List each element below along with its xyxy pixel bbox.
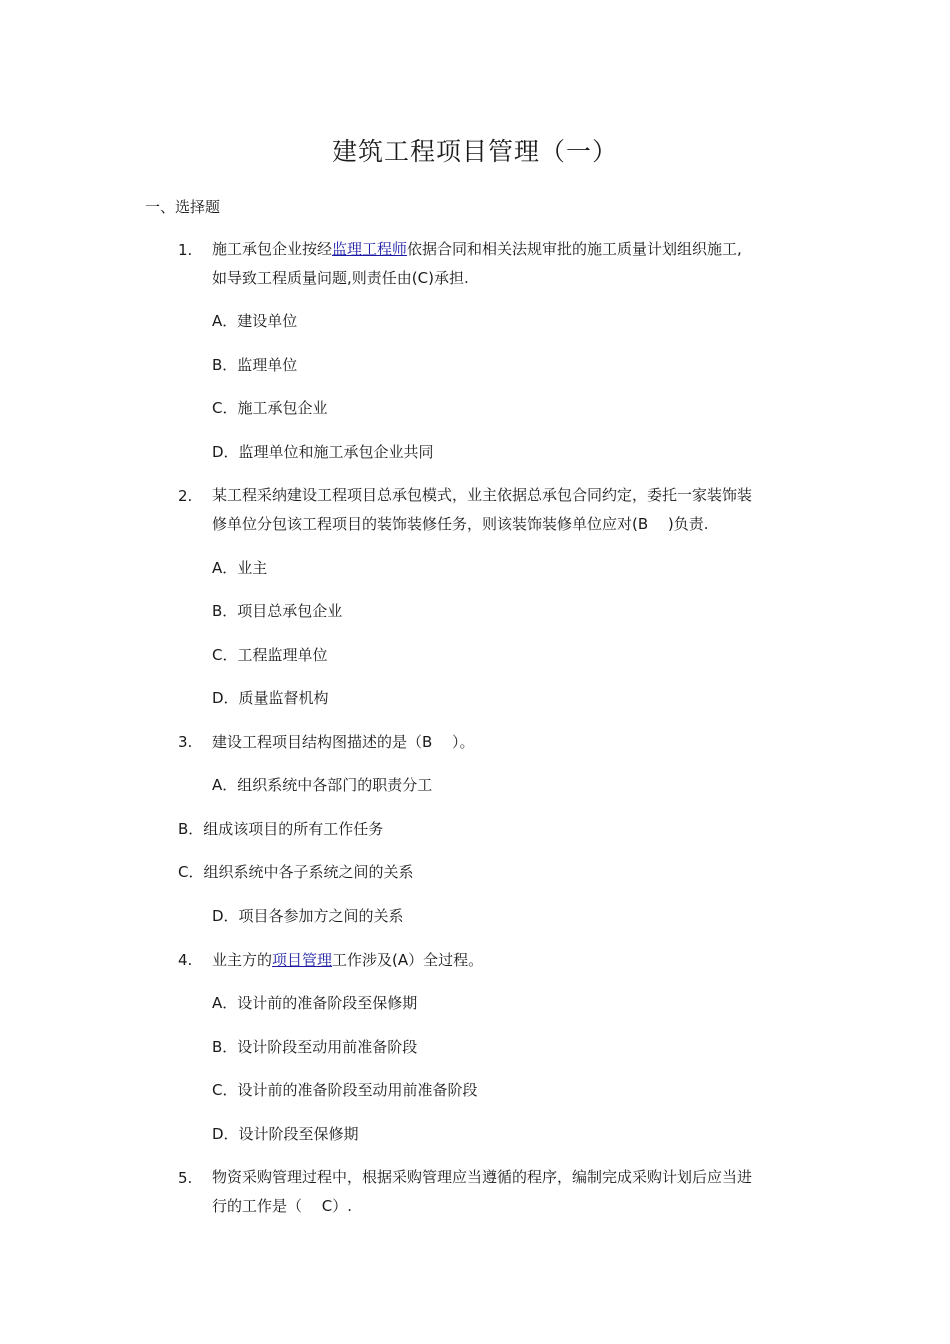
question-1-text — [212, 235, 812, 293]
question-4-option-d: D．设计阶段至保修期 — [212, 1125, 359, 1143]
question-3-option-c: C．组织系统中各子系统之间的关系 — [178, 863, 414, 881]
question-3-option-a: A．组织系统中各部门的职责分工 — [212, 776, 433, 794]
question-3-number: 3. — [178, 733, 193, 751]
question-2-option-a: A．业主 — [212, 559, 268, 577]
question-5-number: 5. — [178, 1169, 193, 1187]
question-2-text-line2: 修单位分包该工程项目的装饰装修任务，则该装饰装修单位应对(B )负责. — [212, 515, 709, 533]
question-4-text-end: 工作涉及(A）全过程。 — [332, 951, 484, 969]
question-2-option-d: D．质量监督机构 — [212, 689, 329, 707]
question-4-number: 4. — [178, 951, 193, 969]
question-1-option-b: B．监理单位 — [212, 356, 298, 374]
question-1-option-c: C．施工承包企业 — [212, 399, 328, 417]
question-1-option-a: A．建设单位 — [212, 312, 298, 330]
question-4-option-c: C．设计前的准备阶段至动用前准备阶段 — [212, 1081, 478, 1099]
question-1-text-line2: 如导致工程质量问题,则责任由(C)承担. — [212, 269, 469, 287]
question-5-text-line2: 行的工作是（ C）. — [212, 1197, 353, 1215]
question-2-text-line1: 某工程采纳建设工程项目总承包模式，业主依据总承包合同约定，委托一家装饰装 — [212, 486, 753, 504]
document-title: 建筑工程项目管理（一） — [331, 137, 618, 166]
link-supervising-engineer[interactable]: 监理工程师 — [332, 240, 408, 258]
section-heading: 一、选择题 — [145, 198, 221, 216]
question-2-option-c: C．工程监理单位 — [212, 646, 328, 664]
question-3-option-b: B．组成该项目的所有工作任务 — [178, 820, 384, 838]
question-3-option-d: D．项目各参加方之间的关系 — [212, 907, 404, 925]
link-project-management[interactable]: 项目管理 — [272, 951, 333, 969]
question-3-text: 建设工程项目结构图描述的是（B ）。 — [212, 733, 475, 751]
question-4-text-start: 业主方的 — [212, 951, 273, 969]
question-1-number: 1. — [178, 241, 193, 259]
question-4-option-b: B．设计阶段至动用前准备阶段 — [212, 1038, 418, 1056]
question-2-option-b: B．项目总承包企业 — [212, 602, 343, 620]
question-5-text-line1: 物资采购管理过程中，根据采购管理应当遵循的程序，编制完成采购计划后应当进 — [212, 1168, 753, 1186]
question-4-option-a: A．设计前的准备阶段至保修期 — [212, 994, 418, 1012]
question-1-text-end: 依据合同和相关法规审批的施工质量计划组织施工, — [407, 240, 742, 258]
question-1-text-start: 施工承包企业按经 — [212, 240, 333, 258]
question-4-text — [212, 949, 483, 971]
question-2-text — [212, 481, 812, 539]
question-5-text — [212, 1163, 812, 1221]
question-2-number: 2. — [178, 487, 193, 505]
question-1-option-d: D．监理单位和施工承包企业共同 — [212, 443, 434, 461]
